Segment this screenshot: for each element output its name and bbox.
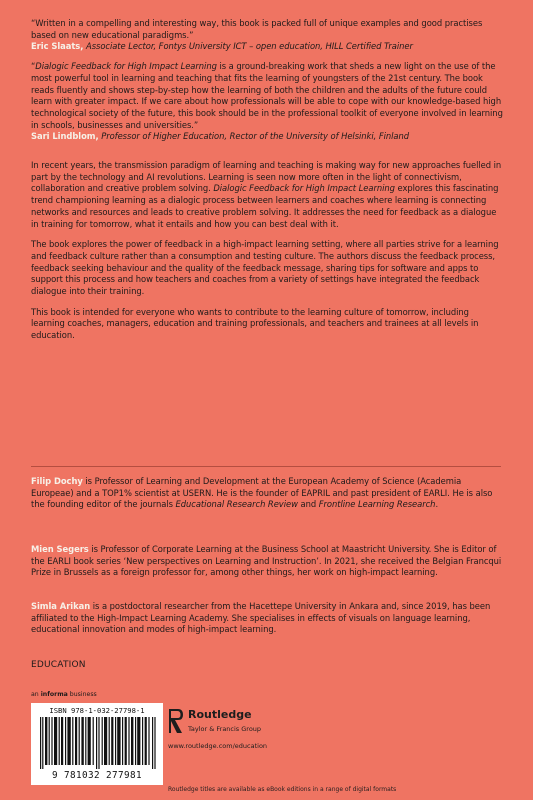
subject-category: EDUCATION — [31, 660, 86, 670]
author-bio-1: Filip Dochy is Professor of Learning and Development at the European Academy of Science (Academia Europeae) and a TOP1% scientist at USERN. He is the founder of EAPRIL and past president of EARLI. He is also the founding editor of the journals Educational Research Review and Frontline Learning Research. — [31, 476, 493, 510]
barcode-bars — [40, 717, 158, 769]
endorsement-quote-1: “Written in a compelling and interesting way, this book is packed full of unique examples and good practises based on new educational paradigms.” — [31, 18, 483, 40]
publisher-url: www.routledge.com/education — [168, 742, 268, 750]
endorser-affiliation-1: Associate Lector, Fontys University ICT – open education, HILL Certified Trainer — [86, 41, 413, 52]
informa-business-line: an informa business — [31, 691, 97, 698]
description-paragraph-3: This book is intended for everyone who wants to contribute to the learning culture of tomorrow, including learning coaches, managers, education and training professionals, and teachers and trainees at all levels in education. — [31, 306, 479, 341]
description-book-title: Dialogic Feedback for High Impact Learning — [213, 183, 395, 194]
author-bio-3: Simla Arikan is a postdoctoral researcher from the Hacettepe University in Ankara and, since 2019, has been affiliated to the High-Impact Learning Academy. She specialises in effects of visuals on language learning, educational innovation and modes of high-impact learning. — [31, 601, 491, 635]
barcode — [31, 703, 163, 785]
journal-title-1: Educational Research Review — [175, 499, 298, 510]
journal-title-2: Frontline Learning Research — [318, 499, 436, 510]
description-paragraph-1: In recent years, the transmission paradigm of learning and teaching is making way for new approaches fuelled in part by the technology and AI revolutions. Learning is seen now more often in the light of connectivism, collaboration and creative problem solving. Dialogic Feedback for High Impact Learning explores this fascinating trend championing learning as a dialogic process between learners and coaches where learning is connecting networks and resources and leads to creative problem solving. It addresses the need for feedback as a dialogue in training for tomorrow, what it entails and how you can best deal with it. — [31, 160, 502, 229]
barcode-digits: 9 781032 277981 — [52, 770, 142, 781]
routledge-logo-icon — [168, 708, 184, 734]
section-divider — [31, 466, 501, 467]
endorsement-book-title: Dialogic Feedback for High Impact Learning — [35, 61, 217, 72]
endorsement-quote-2: “Dialogic Feedback for High Impact Learning is a ground-breaking work that sheds a new light on the use of the most powerful tool in learning and teaching that fits the learning of youngsters of the 21st century. The book reads fluently and shows step-by-step how the learning of both the children and the adults of the future could learn with greater impact. If we care about how professionals will be able to cope with our knowledge-based high technological society of the future, this book should be in the professional toolkit of everyone involved in learning in schools, businesses and universities.” — [31, 61, 503, 130]
isbn-label: ISBN 978-1-032-27798-1 — [49, 706, 145, 715]
informa-brand: informa — [40, 691, 68, 698]
author-bio-2: Mien Segers is Professor of Corporate Learning at the Business School at Maastricht University. She is Editor of the EARLI book series ‘New perspectives on Learning and Instruction’. In 2021, she received the Belgian Francqui Prize in Brussels as a foreign professor for, among other things, her work on high-impact learning. — [31, 544, 502, 578]
author-name-3: Simla Arikan — [31, 601, 91, 611]
endorser-name-2: Sari Lindblom, — [31, 131, 99, 142]
endorsement-attribution-2 — [31, 131, 505, 143]
endorser-affiliation-2: Professor of Higher Education, Rector of the University of Helsinki, Finland — [101, 131, 410, 142]
cover-text-block — [31, 18, 505, 342]
publisher-name: Routledge — [188, 708, 252, 721]
endorsement-attribution-1 — [31, 41, 505, 53]
ebook-footnote: Routledge titles are available as eBook editions in a range of digital formats — [168, 786, 397, 793]
publisher-subtitle: Taylor & Francis Group — [188, 725, 262, 733]
author-name-1: Filip Dochy — [31, 476, 83, 486]
endorser-name-1: Eric Slaats, — [31, 41, 84, 52]
description-paragraph-2: The book explores the power of feedback in a high-impact learning setting, where all parties strive for a learning and feedback culture rather than a consumption and testing culture. The authors discuss the feedback process, feedback seeking behaviour and the quality of the feedback message, sharing tips for software and apps to support this process and how teachers and coaches from a variety of settings have integrated the feedback dialogue into their training. — [31, 239, 499, 297]
author-name-2: Mien Segers — [31, 544, 89, 554]
